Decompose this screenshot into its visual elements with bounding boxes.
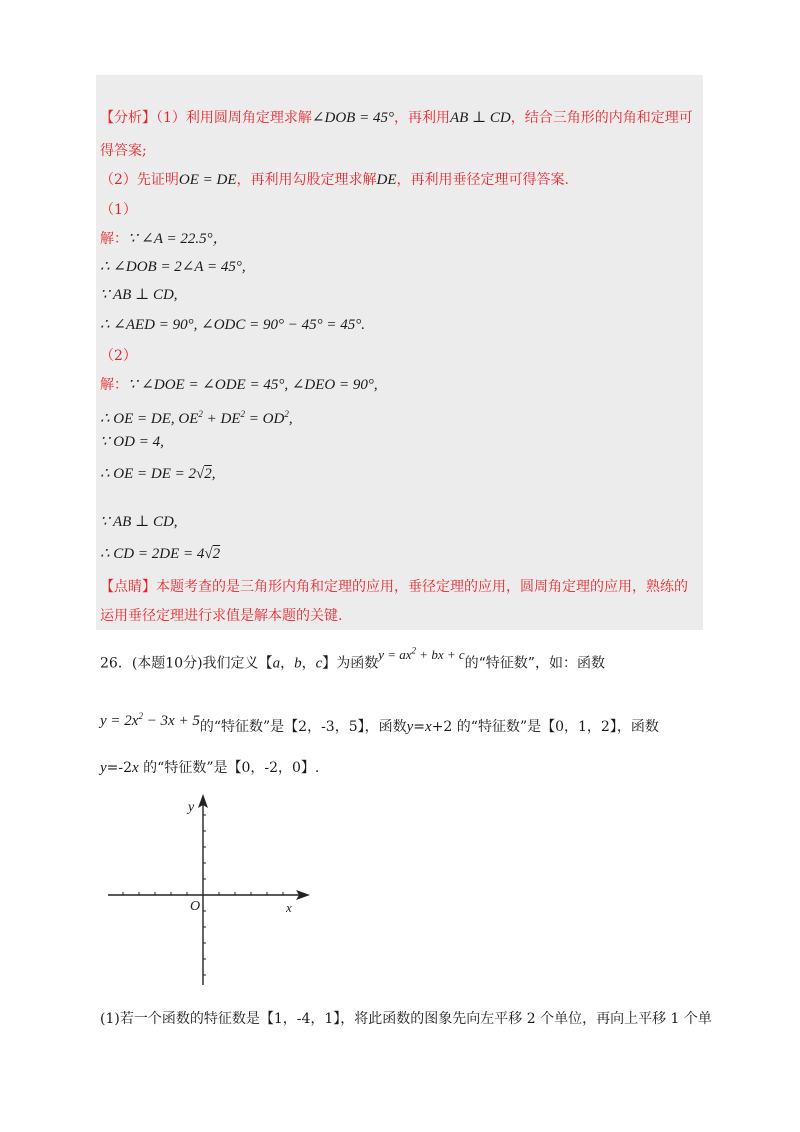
q26-line-3: y=-2x 的“特征数”是【0，-2，0】.: [100, 760, 320, 776]
solution1-line-3: ∵ AB ⊥ CD,: [100, 287, 178, 303]
analysis-text: ，再利用: [393, 110, 450, 126]
part1-label: （1）: [100, 202, 137, 218]
solution2-line-6: ∴ CD = 2DE = 4√2: [100, 546, 221, 562]
q26-line-1: 26．(本题10分)我们定义【a，b，c】为函数$y = ax^2$ + bx + c的“特征数”，如：函数: [100, 646, 605, 672]
analysis-line-2: 得答案;: [100, 143, 147, 159]
solution1-line-4: ∴ ∠AED = 90°, ∠ODC = 90° − 45° = 45°.: [100, 317, 365, 333]
math-expr: ∵ ∠DOE = ∠ODE = 45°, ∠DEO = 90°,: [128, 377, 378, 393]
solution2-line-4: ∴ OE = DE = 2√2,: [100, 466, 216, 482]
math-expr: OE = DE: [178, 172, 237, 188]
q26-line-2: $y = 2x^2 - 3x + 5$的“特征数”是【2，-3，5】，函数y=x+2 的“特征数”是【0，1，2】，函数: [100, 711, 659, 735]
quadratic-formula: $y = ax^2$ + bx + c: [378, 646, 465, 663]
solution1-line-2: ∴ ∠DOB = 2∠A = 45°,: [100, 259, 246, 275]
analysis-text: ，再利用勾股定理求解: [236, 172, 377, 188]
analysis-text: ，再利用垂径定理可得答案.: [396, 172, 569, 188]
x-axis-label: x: [286, 900, 292, 915]
analysis-tag: 【分析】: [100, 110, 156, 126]
q26-part1: (1)若一个函数的特征数是【1，-4，1】，将此函数的图象先向左平移 2 个单位，再向上平移 1 个单: [100, 1011, 712, 1027]
solution2-line-2: ∴ OE = DE, $OE^2 + DE^2 = OD^2$,: [100, 409, 293, 427]
example-function: $y = 2x^2 - 3x + 5$: [100, 711, 200, 729]
math-expr: AB ⊥ CD: [449, 110, 511, 126]
part2-label: （2）: [100, 348, 137, 364]
y-axis-label: y: [188, 800, 195, 815]
solution2-line-3: ∵ OD = 4,: [100, 434, 164, 450]
analysis-text: （2）先证明: [100, 172, 179, 188]
comment-line-1: [100, 577, 688, 597]
analysis-line-1: [100, 108, 693, 128]
comment-tag: 【点睛】: [100, 579, 156, 595]
analysis-text: ，结合三角形的内角和定理可: [510, 110, 693, 126]
solution2-line-1: [100, 375, 378, 395]
jie-label: 解：: [100, 231, 128, 247]
math-expr: DE: [376, 172, 397, 188]
solution2-line-5: ∵ AB ⊥ CD,: [100, 514, 178, 530]
analysis-line-3: [100, 170, 569, 190]
analysis-text: （1）利用圆周角定理求解: [156, 110, 312, 126]
solution1-line-1: [100, 229, 228, 249]
comment-line-2: 运用垂径定理进行求值是解本题的关键.: [100, 608, 343, 624]
origin-label: O: [190, 899, 201, 914]
comment-text: 本题考查的是三角形内角和定理的应用，垂径定理的应用，圆周角定理的应用，熟练的: [156, 579, 688, 595]
math-expr: ∵ ∠A = 22.5°，: [128, 231, 228, 247]
math-expr: ∠DOB = 45°: [311, 110, 394, 126]
coordinate-axes-figure: [100, 790, 315, 990]
jie-label: 解：: [100, 377, 128, 393]
